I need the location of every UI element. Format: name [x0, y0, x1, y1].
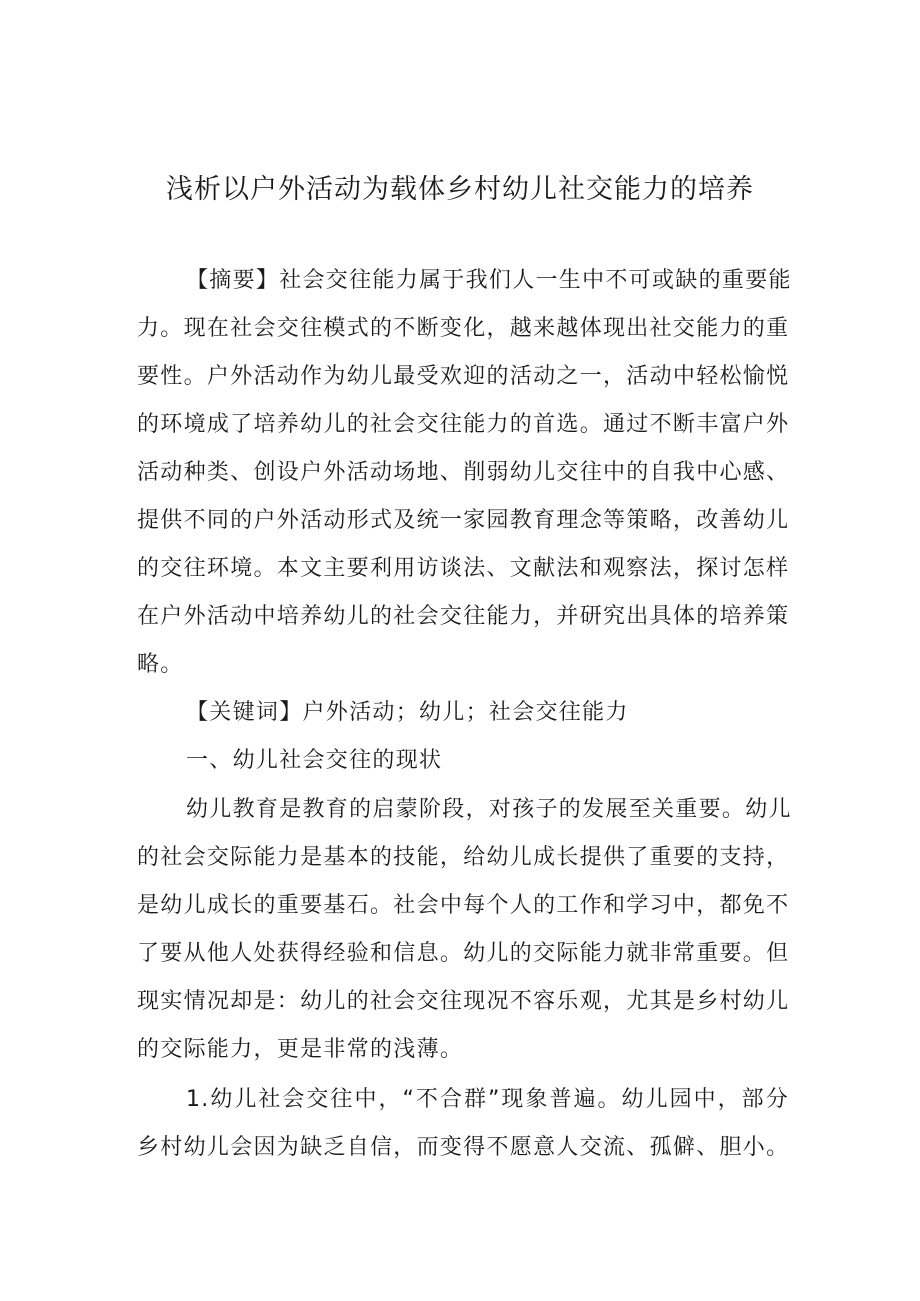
paragraph-line: 现实情况却是：幼儿的社会交往现况不容乐观，尤其是乡村幼儿 [137, 989, 790, 1014]
abstract-line: 在户外活动中培养幼儿的社会交往能力，并研究出具体的培养策 [137, 604, 790, 629]
abstract-line: 的交往环境。本文主要利用访谈法、文献法和观察法，探讨怎样 [137, 556, 790, 581]
abstract-line: 【摘要】社会交往能力属于我们人一生中不可或缺的重要能 [186, 268, 792, 293]
abstract-line: 要性。户外活动作为幼儿最受欢迎的活动之一，活动中轻松愉悦 [137, 364, 790, 389]
paragraph-line: 1.幼儿社会交往中，“不合群”现象普遍。幼儿园中，部分 [186, 1087, 789, 1112]
section-heading: 一、幼儿社会交往的现状 [186, 748, 443, 773]
paragraph-line: 了要从他人处获得经验和信息。幼儿的交际能力就非常重要。但 [137, 941, 790, 966]
keywords-line: 【关键词】户外活动；幼儿；社会交往能力 [186, 700, 629, 725]
document-title: 浅析以户外活动为载体乡村幼儿社交能力的培养 [166, 174, 754, 205]
abstract-line: 活动种类、创设户外活动场地、削弱幼儿交往中的自我中心感、 [137, 460, 790, 485]
paragraph-line: 乡村幼儿会因为缺乏自信，而变得不愿意人交流、孤僻、胆小。 [137, 1135, 790, 1160]
paragraph-line: 是幼儿成长的重要基石。社会中每个人的工作和学习中，都免不 [137, 893, 790, 918]
abstract-line: 提供不同的户外活动形式及统一家园教育理念等策略，改善幼儿 [137, 508, 790, 533]
abstract-line: 力。现在社会交往模式的不断变化，越来越体现出社交能力的重 [137, 316, 790, 341]
abstract-line: 略。 [137, 652, 184, 677]
paragraph-line: 幼儿教育是教育的启蒙阶段，对孩子的发展至关重要。幼儿 [186, 797, 792, 822]
paragraph-line: 的交际能力，更是非常的浅薄。 [137, 1037, 464, 1062]
abstract-line: 的环境成了培养幼儿的社会交往能力的首选。通过不断丰富户外 [137, 412, 790, 437]
paragraph-line: 的社会交际能力是基本的技能，给幼儿成长提供了重要的支持， [137, 845, 790, 870]
